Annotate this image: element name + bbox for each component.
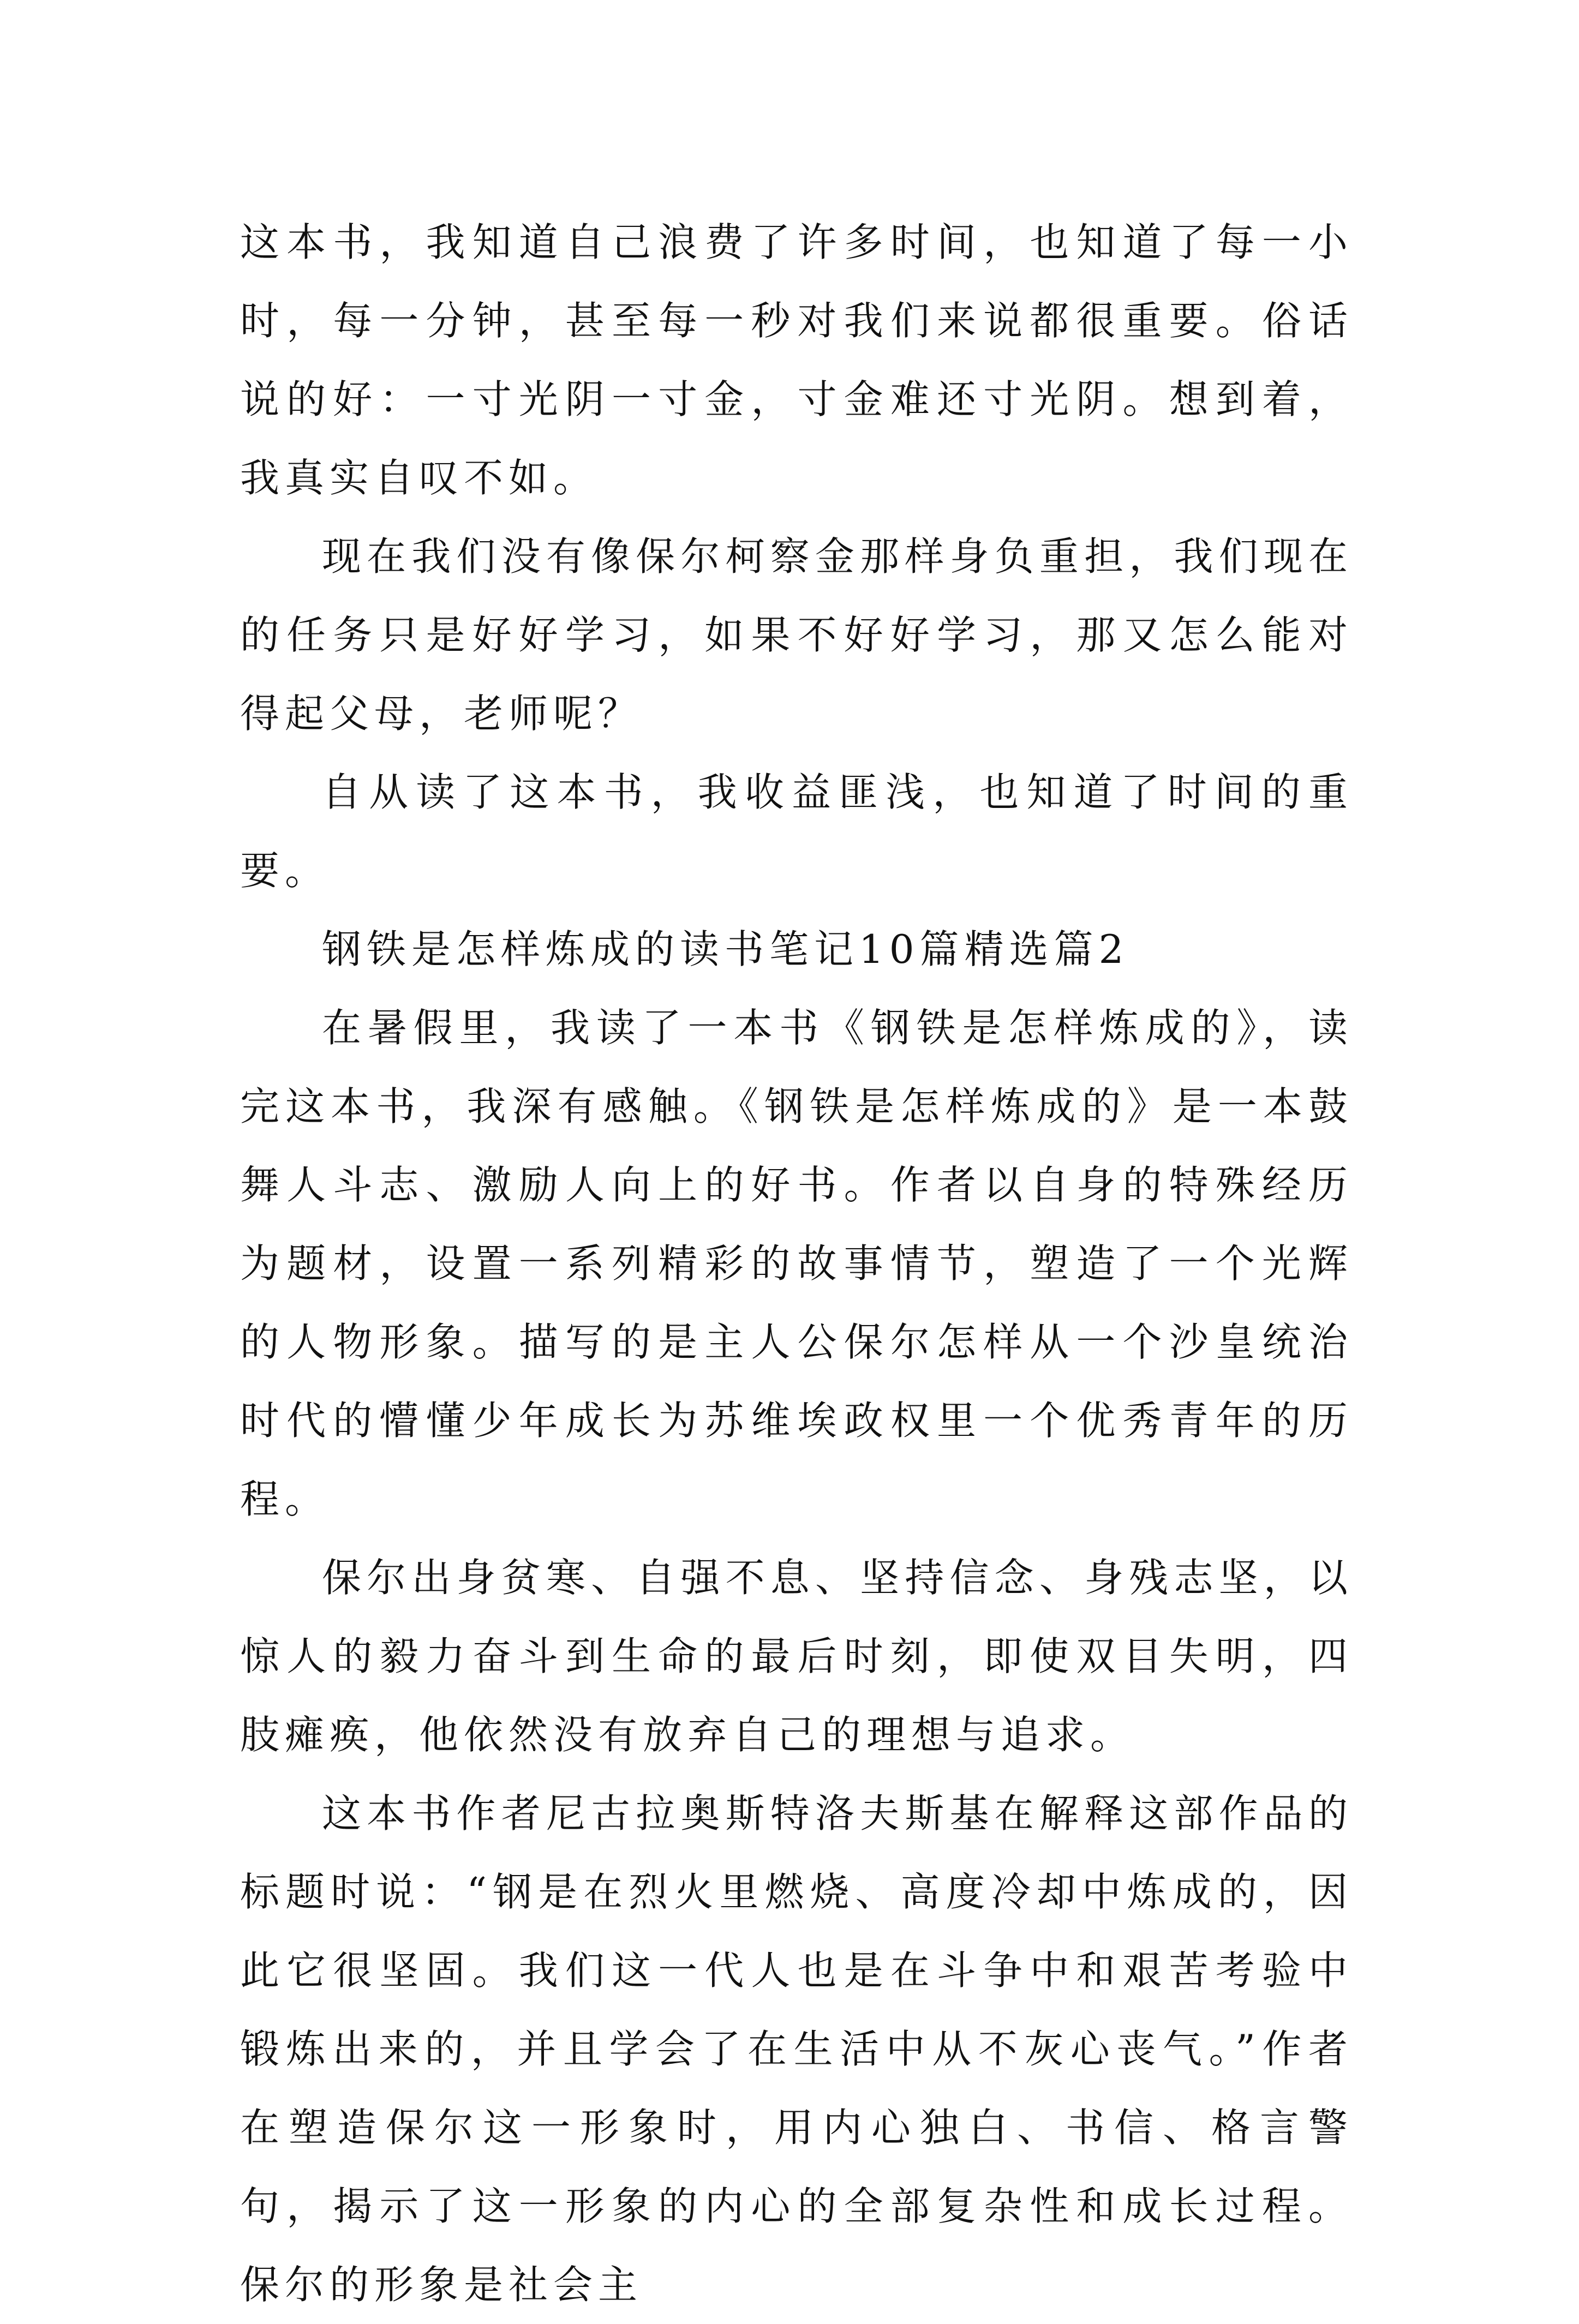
document-body (240, 203, 1353, 2324)
paragraph-continued: 这本书，我知道自己浪费了许多时间，也知道了每一小时，每一分钟，甚至每一秒对我们来说都很重要。俗话说的好：一寸光阴一寸金，寸金难还寸光阴。想到着，我真实自叹不如。 (240, 219, 1353, 501)
paragraph: 保尔出身贫寒、自强不息、坚持信念、身残志坚，以惊人的毅力奋斗到生命的最后时刻，即使双目失明，四肢瘫痪，他依然没有放弃自己的理想与追求。 (240, 1555, 1353, 1758)
paragraph: 这本书作者尼古拉奥斯特洛夫斯基在解释这部作品的标题时说：“钢是在烈火里燃烧、高度冷却中炼成的，因此它很坚固。我们这一代人也是在斗争中和艰苦考验中锻炼出来的，并且学会了在生活中从不灰心丧气。”作者在塑造保尔这一形象时，用内心独白、书信、格言警句，揭示了这一形象的内心的全部复杂性和成长过程。保尔的形象是社会主 (240, 1790, 1353, 2308)
section-heading: 钢铁是怎样炼成的读书笔记10篇精选篇2 (322, 926, 1129, 972)
paragraph: 现在我们没有像保尔柯察金那样身负重担，我们现在的任务只是好好学习，如果不好好学习，那又怎么能对得起父母，老师呢？ (240, 534, 1353, 736)
paragraph: 自从读了这本书，我收益匪浅，也知道了时间的重要。 (240, 769, 1353, 894)
paragraph: 在暑假里，我读了一本书《钢铁是怎样炼成的》，读完这本书，我深有感触。《钢铁是怎样炼成的》是一本鼓舞人斗志、激励人向上的好书。作者以自身的特殊经历为题材，设置一系列精彩的故事情节，塑造了一个光辉的人物形象。描写的是主人公保尔怎样从一个沙皇统治时代的懵懂少年成长为苏维埃政权里一个优秀青年的历程。 (240, 1005, 1353, 1522)
